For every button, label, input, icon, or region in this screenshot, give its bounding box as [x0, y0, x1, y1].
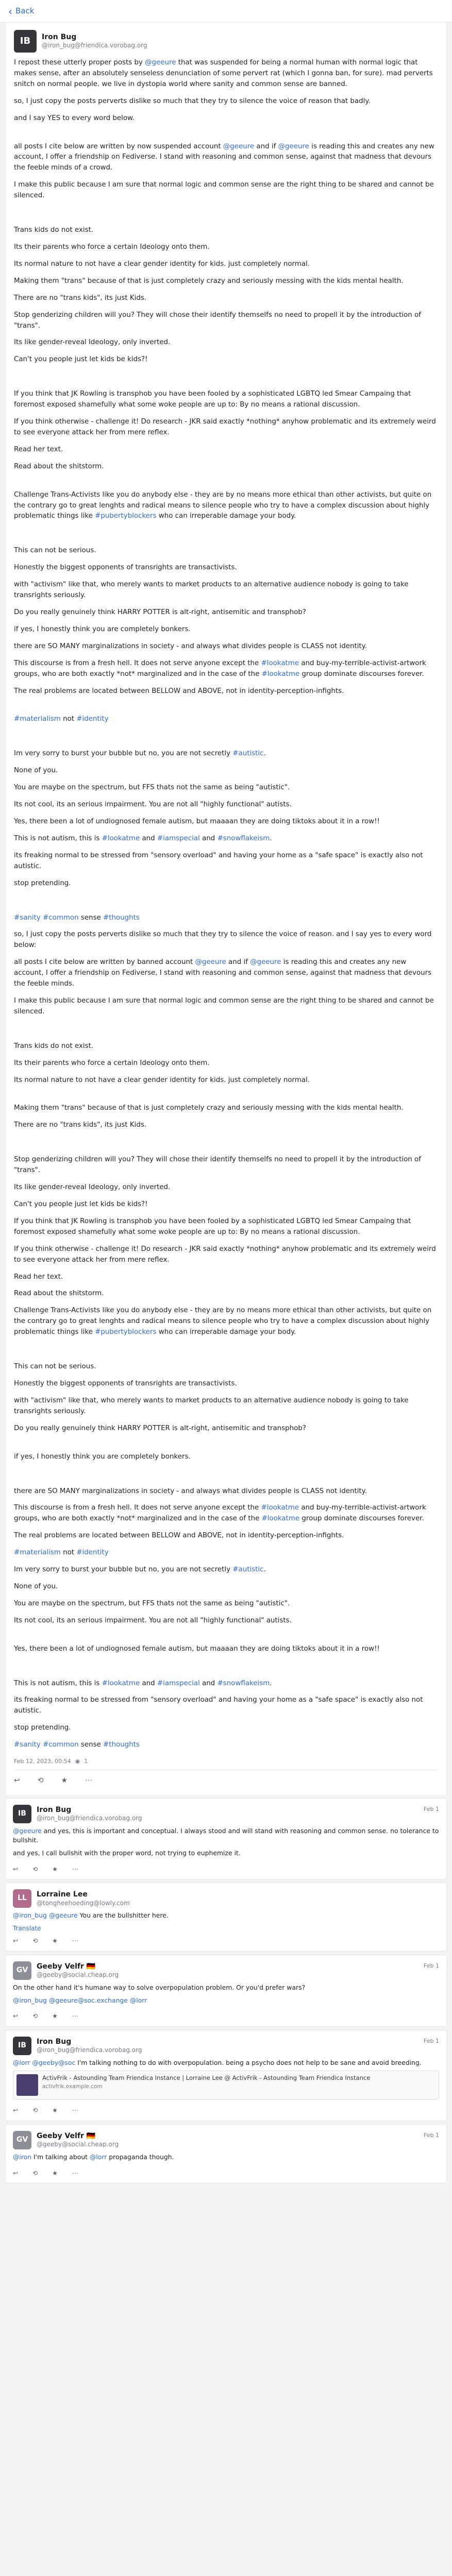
status-paragraph: Its like gender-reveal Ideology, only inverted. — [14, 338, 171, 347]
avatar[interactable]: GV — [13, 1961, 31, 1980]
repeat-second: all posts I cite below are written by banned account @geeure and if @geeure is reading this and creates any new account, I offer a friendship on Fediverse, I stand with reasoning and common sense, against that madness that devours the feeble minds. — [14, 958, 432, 988]
hashtag-link[interactable]: #sanity — [14, 913, 41, 922]
status-paragraph: Trans kids do not exist. — [14, 1042, 94, 1050]
status-paragraph: there are SO MANY marginalizations in society - and always what divides people is CLASS not identity. — [14, 642, 367, 650]
account-names — [37, 1805, 142, 1823]
status-paragraph: #materialism not #identity — [14, 1549, 109, 1557]
status-paragraph: Stop genderizing children will you? They will chose their identify themselfs no need to propell it by the introduction of "trans". — [14, 311, 421, 330]
avatar[interactable]: LL — [13, 1889, 31, 1908]
status-paragraph: #materialism not #identity — [14, 715, 109, 723]
status-paragraph: its freaking normal to be stressed from "sensory overload" and having your home as a "safe space" is exactly also not autistic. — [14, 1696, 423, 1715]
hashtag-link[interactable]: #thoughts — [103, 1741, 140, 1749]
reply-timestamp[interactable]: Feb 1 — [424, 2132, 439, 2139]
repeat-intro: so, I just copy the posts perverts dislike so much that they try to silence the voice of reason. and I say yes to every word below: — [14, 930, 432, 950]
more-icon[interactable]: ⋯ — [72, 2169, 78, 2177]
paragraph-spacer — [14, 1137, 438, 1155]
account-handle: @geeby@social.cheap.org — [37, 2141, 119, 2148]
status-paragraph: Yes, there been a lot of undiognosed female autism, but maaaan they are doing tiktoks about it in a row!! — [14, 817, 380, 825]
hashtag-link[interactable]: #snowflakeism — [217, 1679, 270, 1687]
status-paragraph: This can not be serious. — [14, 1363, 96, 1371]
link-preview-card[interactable] — [13, 2071, 439, 2099]
reply-action-bar — [13, 2008, 439, 2022]
hashtag-link[interactable]: #lookatme — [261, 659, 299, 667]
status-paragraph: If you think otherwise - challenge it! Do research - JKR said exactly *nothing* anyhow problematic and its extremely weird to see everyone attack her from mere reflex. — [14, 1245, 436, 1264]
status-paragraph: Do you really genuinely think HARRY POTTER is alt-right, antisemitic and transphob? — [14, 1424, 306, 1432]
status-card — [5, 23, 447, 1795]
mention-link[interactable]: @geeure — [278, 142, 309, 150]
reply-action-bar — [13, 1933, 439, 1947]
status-paragraph: Its not cool, its an serious impairment. You are not all "highly functional" autists. — [14, 801, 292, 809]
hashtag-link[interactable]: #lookatme — [102, 834, 140, 842]
status-paragraph: None of you. — [14, 1582, 58, 1590]
status-paragraph: if yes, I honestly think you are completely bonkers. — [14, 625, 191, 633]
favourite-icon[interactable]: ★ — [52, 2107, 58, 2114]
account-names — [37, 1962, 119, 1979]
paragraph-spacer — [14, 1344, 438, 1362]
status-paragraph: This is not autism, this is #lookatme and #iamspecial and #snowflakeism. — [14, 834, 272, 842]
status-paragraph: Challenge Trans-Activists like you do anybody else - they are by no means more ethical than other activists, but quite on the contrary go to great lenghts and radical means to silence people who try to have a complex discussion about highly problematic things like #pubertyblockers who can irreperable damage your body. — [14, 490, 432, 520]
display-name[interactable]: Lorraine Lee — [37, 1890, 88, 1899]
status-paragraph: You are maybe on the spectrum, but FFS thats not the same as being "autistic". — [14, 784, 290, 792]
hashtag-link[interactable]: #snowflakeism — [217, 834, 270, 842]
status-paragraph: Read her text. — [14, 445, 63, 453]
status-paragraph: so, I just copy the posts perverts dislike so much that they try to silence the voice of reason that badly. — [14, 97, 371, 105]
hashtag-link[interactable]: #lookatme — [261, 670, 300, 678]
display-name[interactable]: Geeby Velfr 🇩🇪 — [37, 2132, 96, 2141]
paragraph-spacer — [14, 1092, 438, 1103]
preview-title: ActivFrik - Astounding Team Friendica Instance | Lorraine Lee @ ActivFrik - Astounding Team Friendica Instance — [42, 2074, 371, 2082]
status-paragraph: with "activism" like that, who merely wants to market products to an alternative audience nobody is going to take transrights seriously. — [14, 1396, 409, 1415]
reply-icon[interactable]: ↩ — [13, 2107, 19, 2114]
back-label: Back — [15, 6, 35, 15]
reply-count: 1 — [84, 1758, 88, 1765]
reply-text: @lorr @geeby@soc I'm talking nothing to do with overpopulation. being a psycho does not help to be sane and avoid breeding. — [13, 2058, 422, 2066]
hashtag-link[interactable]: #autistic — [232, 750, 264, 758]
paragraph-spacer — [14, 703, 438, 714]
favourite-icon[interactable]: ★ — [52, 2012, 58, 2020]
display-name[interactable]: Geeby Velfr 🇩🇪 — [37, 1962, 96, 1971]
status-paragraph: Im very sorry to burst your bubble but no, you are not secretly #autistic. — [14, 1566, 266, 1574]
status-paragraph: The real problems are located between BELLOW and ABOVE, not in identity-perception-infights. — [14, 1532, 344, 1540]
reply-icon[interactable]: ↩ — [14, 1776, 20, 1785]
status-paragraph: if yes, I honestly think you are completely bonkers. — [14, 1452, 191, 1461]
status-paragraph: Read her text. — [14, 1273, 63, 1281]
reply-action-bar — [13, 2165, 439, 2179]
avatar[interactable]: GV — [13, 2131, 31, 2149]
status-paragraph: and I say YES to every word below. — [14, 114, 135, 122]
display-name[interactable]: Iron Bug — [37, 2037, 72, 2046]
boost-icon[interactable]: ⟲ — [32, 2107, 38, 2114]
more-icon[interactable]: ⋯ — [72, 1865, 78, 1873]
status-paragraph: Trans kids do not exist. — [14, 226, 94, 234]
status-paragraph: all posts I cite below are written by now suspended account @geeure and if @geeure is reading this and creates any new account, I offer a friendship on Fediverse. I stand with reasoning and common sense, against that madness that devours the feeble minds of a crowd. — [14, 142, 434, 172]
status-paragraph: There are no "trans kids", its just Kids. — [14, 1121, 147, 1129]
status-paragraph: This discourse is from a fresh hell. It does not serve anyone except the #lookatme and buy-my-terrible-activist-artwork groups, who are both exactly *not* marginalized and in the case of the #lookatme group dominate discourses forever. — [14, 1504, 426, 1523]
status-paragraph: You are maybe on the spectrum, but FFS thats not the same as being "autistic". — [14, 1599, 290, 1607]
hashtag-link[interactable]: #lookatme — [261, 1515, 300, 1523]
reply-icon[interactable]: ↩ — [13, 1865, 19, 1873]
favourite-icon[interactable]: ★ — [61, 1776, 68, 1785]
preview-text — [42, 2074, 370, 2096]
hashtag-link[interactable]: #lookatme — [102, 1679, 140, 1687]
status-paragraph: None of you. — [14, 767, 58, 775]
favourite-icon[interactable]: ★ — [52, 1865, 58, 1873]
mention-link[interactable]: @iron — [13, 2153, 32, 2161]
mention-link[interactable]: @geeure — [13, 1826, 42, 1835]
reply-card — [5, 1883, 447, 1952]
status-paragraph: Yes, there been a lot of undiognosed female autism, but maaaan they are doing tiktoks about it in a row!! — [14, 1645, 380, 1653]
mention-link[interactable]: @iron_bug — [13, 1996, 47, 2004]
hashtag-link[interactable]: #common — [43, 913, 79, 922]
reply-account[interactable] — [13, 1889, 439, 1908]
status-paragraph: If you think that JK Rowling is transphob you have been fooled by a sophisticated LGBTQ led Smear Campaing that foremost exposed shamefully what some woke people are up to: By no means a rational discussion. — [14, 1217, 411, 1236]
reply-text: @geeure and yes, this is important and conceptual. I always stood and will stand with reasoning and common sense. no tolerance to bullshit. — [13, 1826, 439, 1844]
status-paragraph: Its like gender-reveal Ideology, only inverted. — [14, 1183, 171, 1192]
replies-list — [0, 1798, 452, 2183]
paragraph-spacer — [14, 130, 438, 142]
status-paragraph: Making them "trans" because of that is just completely crazy and seriously messing with the kids mental health. — [14, 277, 404, 285]
account-handle: @geeby@social.cheap.org — [37, 1971, 119, 1979]
status-paragraph: The real problems are located between BELLOW and ABOVE, not in identity-perception-infights. — [14, 687, 344, 695]
reply-card — [5, 2124, 447, 2183]
account-handle: @iron_bug@friendica.vorobag.org — [37, 1815, 142, 1822]
status-paragraph: This can not be serious. — [14, 547, 96, 555]
reply-text: and yes, I call bullshit with the proper word, not trying to euphemize it. — [13, 1849, 241, 1857]
status-paragraph: I repost these utterly proper posts by @geeure that was suspended for being a normal human with normal logic that makes sense, after an absolutely senseless denunciation of some pervert rat (which I gonna ban, for sure). mad perverts snitch on normal people. we live in dystopia world where sanity and common sense are banned. — [14, 59, 433, 88]
account-handle: @tongheehoeding@lowly.com — [37, 1899, 130, 1907]
status-paragraph: This discourse is from a fresh hell. It does not serve anyone except the #lookatme and buy-my-terrible-activist-artwork groups, who are both exactly *not* marginalized and in the case of the #lookatme group dominate discourses forever. — [14, 659, 426, 678]
mention-link[interactable]: @lorr — [89, 2153, 107, 2161]
status-paragraph: Challenge Trans-Activists like you do anybody else - they are by no means more ethical than other activists, but quite on the contrary go to great lenghts and radical means to silence people who try to have a complex discussion about highly problematic things like #pubertyblockers who can irreperable damage your body. — [14, 1307, 432, 1336]
mention-link[interactable]: @iron_bug — [13, 1911, 47, 1920]
hashtag-link[interactable]: #identity — [76, 1549, 109, 1557]
reply-icon[interactable]: ↩ — [13, 1937, 19, 1945]
hashtag-link[interactable]: #common — [43, 1741, 79, 1749]
reply-account[interactable] — [13, 2131, 439, 2149]
paragraph-spacer — [14, 895, 438, 913]
status-paragraph: I make this public because I am sure that normal logic and common sense are the right thing to be shared and cannot be silenced. — [14, 181, 434, 200]
paragraph-spacer — [14, 1469, 438, 1486]
mention-link[interactable]: @geeure — [195, 958, 226, 967]
status-paragraph: There are no "trans kids", its just Kids. — [14, 294, 147, 302]
status-paragraph: stop pretending. — [14, 879, 71, 887]
chevron-left-icon: ‹ — [8, 5, 12, 18]
status-paragraph: Its not cool, its an serious impairment. You are not all "highly functional" autists. — [14, 1616, 292, 1624]
paragraph-spacer — [14, 1661, 438, 1679]
preview-url: activfrik.example.com — [42, 2083, 103, 2090]
status-paragraph: Making them "trans" because of that is just completely crazy and seriously messing with the kids mental health. — [14, 1104, 404, 1112]
display-name[interactable]: Iron Bug — [42, 33, 77, 42]
hashtag-link[interactable]: #pubertyblockers — [95, 1328, 157, 1336]
status-paragraph: Its their parents who force a certain Ideology onto them. — [14, 243, 210, 251]
paragraph-spacer — [14, 1633, 438, 1644]
reply-account[interactable] — [13, 1805, 439, 1823]
more-icon[interactable]: ⋯ — [85, 1776, 93, 1785]
reply-text: On the other hand it's humane way to solve overpopulation problem. Or you'd prefer wars? — [13, 1984, 306, 1992]
reply-icon[interactable]: ↩ — [13, 2169, 19, 2177]
account-names — [42, 32, 147, 50]
more-icon[interactable]: ⋯ — [72, 1937, 78, 1945]
status-meta — [14, 1757, 438, 1766]
reply-action-bar — [13, 2103, 439, 2116]
more-icon[interactable]: ⋯ — [72, 2012, 78, 2020]
reply-card — [5, 1798, 447, 1879]
hashtag-link[interactable]: #materialism — [14, 1549, 61, 1557]
account-names — [37, 1890, 130, 1907]
status-paragraph: If you think otherwise - challenge it! Do research - JKR said exactly *nothing* anyhow problematic and its extremely weird to see everyone attack her from mere reflex. — [14, 418, 436, 436]
back-button[interactable] — [8, 5, 34, 17]
reply-text: @iron_bug @geeure You are the bullshitter here. — [13, 1911, 169, 1920]
favourite-icon[interactable]: ★ — [52, 1937, 58, 1945]
mention-link[interactable]: @geeby@soc — [32, 2058, 76, 2066]
status-paragraph: If you think that JK Rowling is transphob you have been fooled by a sophisticated LGBTQ led Smear Campaing that foremost exposed shamefully what some woke people are up to: By no means a rational discussion. — [14, 390, 411, 409]
hashtag-link[interactable]: #iamspecial — [157, 1679, 200, 1687]
status-paragraph: Can't you people just let kids be kids?! — [14, 1200, 148, 1208]
status-paragraph: with "activism" like that, who merely wants to market products to an alternative audience nobody is going to take transrights seriously. — [14, 581, 409, 600]
favourite-icon[interactable]: ★ — [52, 2169, 58, 2177]
avatar[interactable]: IB — [13, 1805, 31, 1823]
reply-card — [5, 2030, 447, 2121]
hashtag-link[interactable]: #autistic — [232, 1566, 264, 1574]
status-paragraph: stop pretending. — [14, 1724, 71, 1732]
mention-link[interactable]: @geeure — [250, 958, 281, 967]
repeat-third: I make this public because I am sure that normal logic and common sense are the right thing to be shared and cannot be silenced. — [14, 996, 434, 1015]
status-paragraph: its freaking normal to be stressed from "sensory overload" and having your home as a "safe space" is exactly also not autistic. — [14, 851, 423, 870]
account-handle: @iron_bug@friendica.vorobag.org — [37, 2046, 142, 2054]
mention-link[interactable]: @lorr — [129, 1996, 147, 2004]
bottom-fill — [0, 2183, 452, 2214]
paragraph-spacer — [14, 371, 438, 389]
status-action-bar — [14, 1770, 438, 1790]
mention-link[interactable]: @geeure — [223, 142, 255, 150]
reply-icon[interactable]: ↩ — [13, 2012, 19, 2020]
status-account[interactable] — [14, 30, 438, 53]
status-paragraph: Its normal nature to not have a clear gender identity for kids. just completely normal. — [14, 260, 310, 268]
boost-icon[interactable]: ⟲ — [32, 2012, 38, 2020]
status-paragraph: Do you really genuinely think HARRY POTTER is alt-right, antisemitic and transphob? — [14, 608, 306, 616]
hashtag-link[interactable]: #sanity — [14, 1741, 41, 1749]
reply-action-bar — [13, 1861, 439, 1875]
avatar[interactable]: IB — [13, 2037, 31, 2055]
status-paragraph: Honestly the biggest opponents of transrights are transactivists. — [14, 564, 237, 572]
display-name[interactable]: Iron Bug — [37, 1805, 72, 1814]
reply-account[interactable] — [13, 1961, 439, 1980]
mention-link[interactable]: @lorr — [13, 2058, 30, 2066]
status-paragraph: Can't you people just let kids be kids?! — [14, 355, 148, 364]
translate-link[interactable]: Translate — [13, 1924, 41, 1932]
boost-icon[interactable]: ⟲ — [37, 1776, 44, 1785]
status-paragraph: Stop genderizing children will you? They will chose their identify themselfs no need to propell it by the introduction of "trans". — [14, 1156, 421, 1175]
reply-text — [13, 1996, 439, 2006]
paragraph-spacer — [14, 479, 438, 490]
hashtag-link[interactable]: #lookatme — [261, 1504, 299, 1512]
avatar[interactable]: IB — [14, 30, 37, 53]
status-paragraph: Its normal nature to not have a clear gender identity for kids. just completely normal. — [14, 1076, 310, 1084]
status-paragraph: Read about the shitstorm. — [14, 462, 104, 470]
status-paragraph: This is not autism, this is #lookatme and #iamspecial and #snowflakeism. — [14, 1679, 272, 1687]
mention-link[interactable]: @geeure — [48, 1911, 78, 1920]
account-names — [37, 2037, 142, 2055]
paragraph-spacer — [14, 1024, 438, 1041]
status-content — [14, 58, 438, 1751]
status-paragraph: Its their parents who force a certain Ideology onto them. — [14, 1059, 210, 1067]
paragraph-spacer — [14, 1440, 438, 1452]
paragraph-spacer — [14, 731, 438, 749]
reply-text: @iron I'm talking about @lorr propaganda though. — [13, 2153, 174, 2161]
boost-icon[interactable]: ⟲ — [32, 1937, 38, 1945]
boost-icon[interactable]: ⟲ — [32, 1865, 38, 1873]
mention-link[interactable]: @geeure@soc.exchange — [48, 1996, 128, 2004]
timestamp[interactable]: Feb 12, 2023, 00:54 — [14, 1758, 71, 1765]
reply-card — [5, 1955, 447, 2027]
reply-timestamp[interactable]: Feb 1 — [424, 1962, 439, 1970]
status-paragraph: Read about the shitstorm. — [14, 1290, 104, 1298]
hashtag-link[interactable]: #iamspecial — [157, 834, 200, 842]
hashtag-link[interactable]: #thoughts — [103, 913, 140, 922]
globe-icon: ◉ — [75, 1758, 80, 1765]
status-paragraph: there are SO MANY marginalizations in society - and always what divides people is CLASS not identity. — [14, 1487, 367, 1495]
reply-timestamp[interactable]: Feb 1 — [424, 2037, 439, 2044]
more-icon[interactable]: ⋯ — [72, 2107, 78, 2114]
reply-timestamp[interactable]: Feb 1 — [424, 1805, 439, 1812]
paragraph-spacer — [14, 528, 438, 546]
paragraph-spacer — [14, 208, 438, 225]
reply-account[interactable] — [13, 2037, 439, 2055]
status-paragraph: Honestly the biggest opponents of transrights are transactivists. — [14, 1379, 237, 1387]
boost-icon[interactable]: ⟲ — [32, 2169, 38, 2177]
status-paragraph: Im very sorry to burst your bubble but no, you are not secretly #autistic. — [14, 750, 266, 758]
hashtag-link[interactable]: #pubertyblockers — [95, 512, 157, 520]
mention-link[interactable]: @geeure — [145, 59, 176, 66]
status-paragraph: #sanity #common sense #thoughts — [14, 913, 140, 922]
hashtag-link[interactable]: #materialism — [14, 715, 61, 723]
account-handle: @iron_bug@friendica.vorobag.org — [42, 42, 147, 49]
hashtag-link[interactable]: #identity — [76, 715, 109, 723]
status-paragraph: #sanity #common sense #thoughts — [14, 1741, 140, 1749]
top-bar — [0, 0, 452, 23]
preview-thumbnail — [16, 2074, 38, 2096]
account-names — [37, 2131, 119, 2149]
